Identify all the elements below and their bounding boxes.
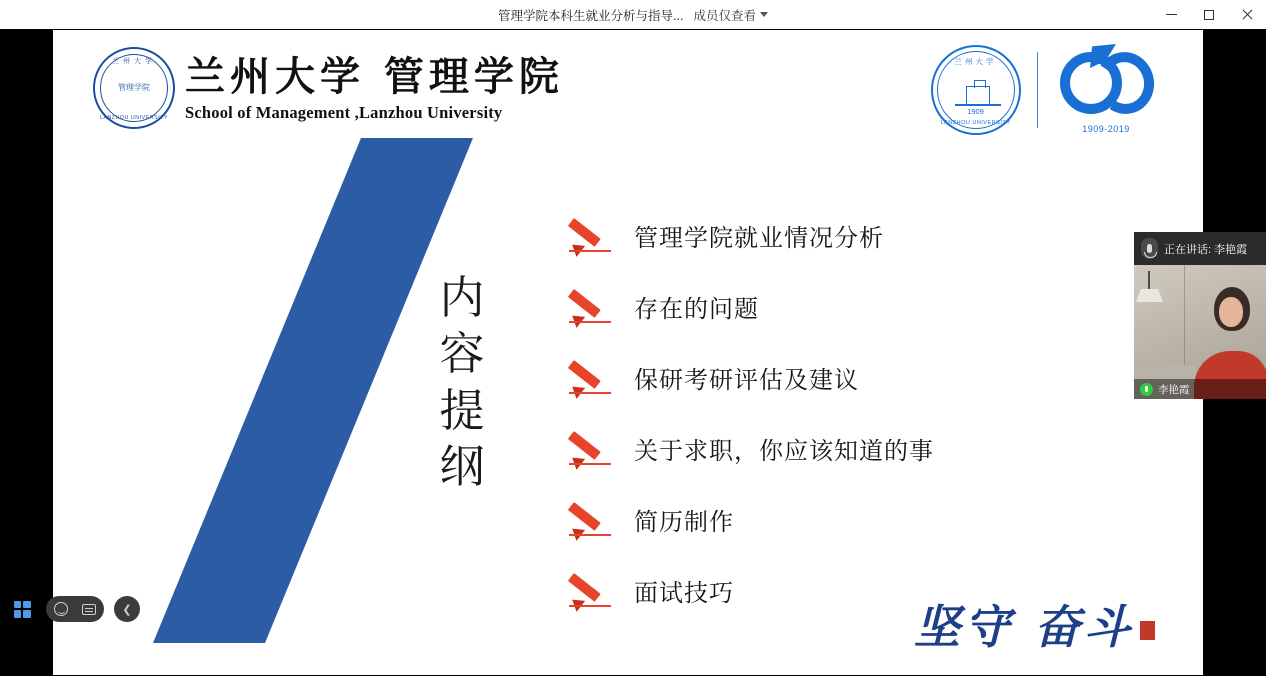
school-seal-icon <box>93 47 175 129</box>
logo-divider <box>1037 52 1039 128</box>
participant-name-bar <box>1134 379 1266 399</box>
pen-icon <box>568 500 614 540</box>
participant-face <box>1219 297 1243 327</box>
list-item <box>568 271 1168 342</box>
outline-item-label: 保研考研评估及建议 <box>634 366 859 394</box>
emoji-button[interactable] <box>48 597 74 621</box>
outline-item-label: 关于求职，你应该知道的事 <box>634 437 934 465</box>
minimize-icon <box>1166 14 1177 15</box>
building-icon <box>966 86 990 104</box>
minimize-button[interactable] <box>1152 0 1190 29</box>
slide-calligraphy-text <box>914 591 1155 657</box>
list-item <box>568 413 1168 484</box>
university-name-en: School of Management ,Lanzhou University <box>185 102 503 122</box>
view-mode-dropdown[interactable] <box>693 6 768 24</box>
university-seal-bottom-text: LANZHOU UNIVERSITY <box>940 120 1011 126</box>
seal-bottom-text: LANZHOU UNIVERSITY <box>99 115 169 121</box>
window-controls <box>1152 0 1266 29</box>
maximize-icon <box>1204 10 1214 20</box>
school-logo-group <box>93 47 564 129</box>
vertical-title-char-2: 容 <box>439 327 485 381</box>
seal-center-text: 管理学院 <box>118 82 150 92</box>
speaker-video-panel[interactable] <box>1134 232 1266 399</box>
chat-button[interactable] <box>76 597 102 621</box>
shared-slide <box>53 30 1203 675</box>
collapse-toolbar-button[interactable] <box>114 596 140 622</box>
chevron-down-icon <box>760 12 768 17</box>
pen-icon <box>568 358 614 398</box>
smiley-icon <box>54 602 68 616</box>
view-mode-label: 成员仅查看 <box>693 8 756 23</box>
speaking-indicator-bar <box>1134 232 1266 265</box>
grid-view-button[interactable] <box>8 595 36 623</box>
vertical-title-char-1: 内 <box>439 271 485 324</box>
slide-outline-list <box>568 200 1168 626</box>
vertical-title-char-4: 纲 <box>439 439 485 493</box>
outline-item-label: 简历制作 <box>634 508 734 536</box>
list-item <box>568 200 1168 271</box>
seal-top-text: 兰州大学 <box>112 58 156 65</box>
speaking-label: 正在讲话: 李艳霞 <box>1164 243 1248 256</box>
meeting-stage <box>0 29 1266 676</box>
university-seal-year: 1909 <box>967 107 984 116</box>
video-feed[interactable] <box>1134 265 1266 399</box>
school-name-block <box>185 54 564 123</box>
lamp-icon <box>1136 289 1163 302</box>
microphone-icon <box>1141 238 1158 259</box>
red-seal-icon <box>1140 621 1155 640</box>
lamp-pole <box>1148 271 1150 291</box>
outline-item-label: 面试技巧 <box>634 579 734 607</box>
anniversary-logo-icon <box>1054 44 1158 136</box>
close-icon <box>1241 9 1253 21</box>
university-seal-top-text: 兰州大学 <box>954 57 997 66</box>
university-logo-group <box>931 44 1159 136</box>
blue-parallelogram-decoration <box>153 138 473 643</box>
chat-icon <box>82 604 96 615</box>
window-title-bar <box>0 0 1266 29</box>
seal-building-graphic <box>955 80 1001 106</box>
pen-icon <box>568 216 614 256</box>
title-bar-center <box>498 6 768 24</box>
mic-active-icon <box>1140 383 1153 396</box>
university-name-cn: 兰州大学 管理学院 <box>185 52 564 100</box>
list-item <box>568 342 1168 413</box>
close-button[interactable] <box>1228 0 1266 29</box>
vertical-title-char-3: 提 <box>439 383 485 437</box>
maximize-button[interactable] <box>1190 0 1228 29</box>
grid-icon <box>14 601 31 618</box>
pen-icon <box>568 287 614 327</box>
calligraphy-label: 坚守 奋斗 <box>913 600 1134 654</box>
pen-icon <box>568 429 614 469</box>
reaction-chat-pill <box>46 596 104 622</box>
pen-icon <box>568 571 614 611</box>
participant-name: 李艳霞 <box>1158 383 1190 396</box>
outline-item-label: 存在的问题 <box>634 295 759 323</box>
floating-toolbar <box>8 595 140 623</box>
slide-vertical-title <box>431 270 493 495</box>
outline-item-label: 管理学院就业情况分析 <box>634 224 884 252</box>
university-seal-icon <box>931 45 1021 135</box>
list-item <box>568 484 1168 555</box>
meeting-title: 管理学院本科生就业分析与指导... <box>498 8 684 23</box>
chevron-left-icon: ❮ <box>122 603 132 616</box>
anniversary-years: 1909-2019 <box>1082 124 1130 134</box>
